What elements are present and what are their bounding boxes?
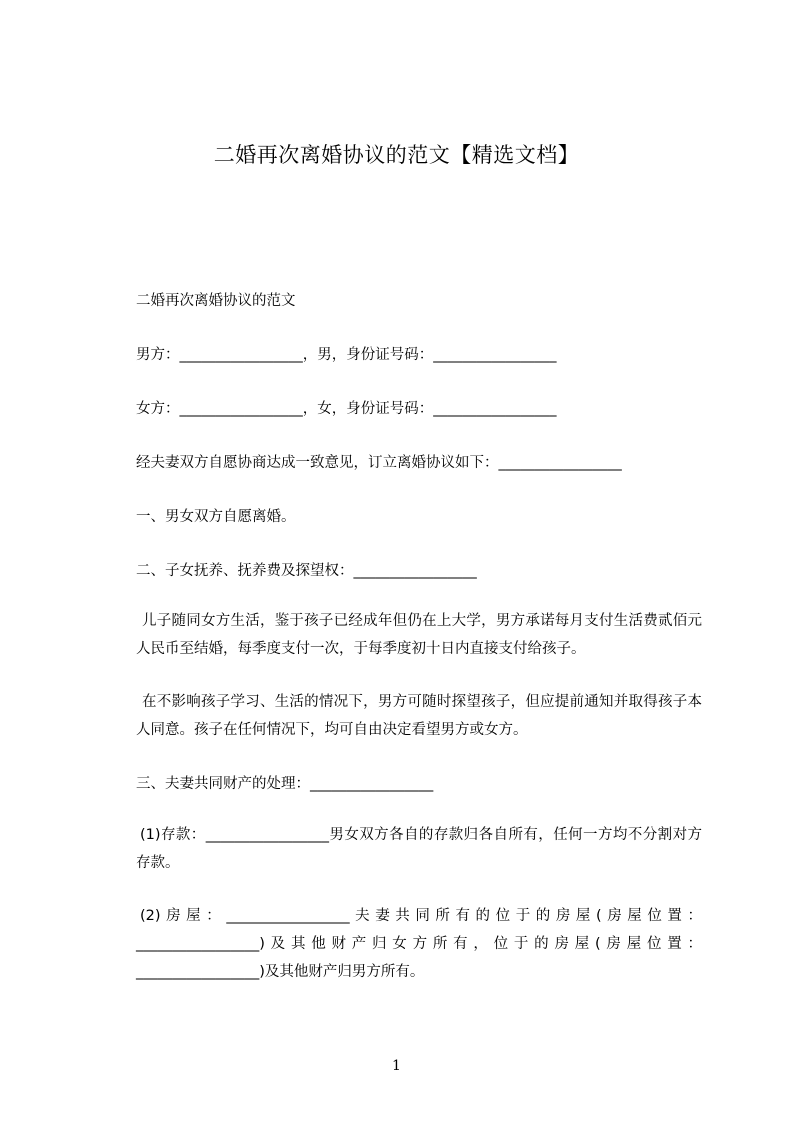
clause-two-heading: 二、子女抚养、抚养费及探望权：_________________ (136, 563, 477, 579)
house-paragraph: (2)房屋：_________________夫妻共同所有的位于的房屋(房屋位置：_________________)及其他财产归女方所有，位于的房屋(房屋位置：_________________)及其他财产归男方所有。 (136, 908, 702, 980)
agreement-intro-paragraph: 经夫妻双方自愿协商达成一致意见，订立离婚协议如下：_________________ (136, 455, 622, 471)
clause-three-heading: 三、夫妻共同财产的处理：_________________ (136, 776, 434, 792)
page-number: 1 (392, 1058, 401, 1074)
document-title: 二婚再次离婚协议的范文【精选文档】 (213, 143, 580, 167)
child-custody-paragraph: 儿子随同女方生活，鉴于孩子已经成年但仍在上大学，男方承诺每月支付生活费贰佰元人民币至结婚，每季度支付一次，于每季度初十日内直接支付给孩子。 (136, 613, 702, 657)
subtitle-paragraph: 二婚再次离婚协议的范文 (136, 293, 296, 309)
female-party-line: 女方：_________________，女，身份证号码：_________________ (136, 401, 557, 417)
visitation-paragraph: 在不影响孩子学习、生活的情况下，男方可随时探望孩子，但应提前通知并取得孩子本人同意。孩子在任何情况下，均可自由决定看望男方或女方。 (136, 694, 702, 738)
male-party-line: 男方：_________________，男，身份证号码：_________________ (136, 347, 557, 363)
deposit-paragraph: (1)存款：_________________男女双方各自的存款归各自所有，任何一方均不分割对方存款。 (136, 827, 702, 871)
clause-one-heading: 一、男女双方自愿离婚。 (136, 509, 296, 525)
